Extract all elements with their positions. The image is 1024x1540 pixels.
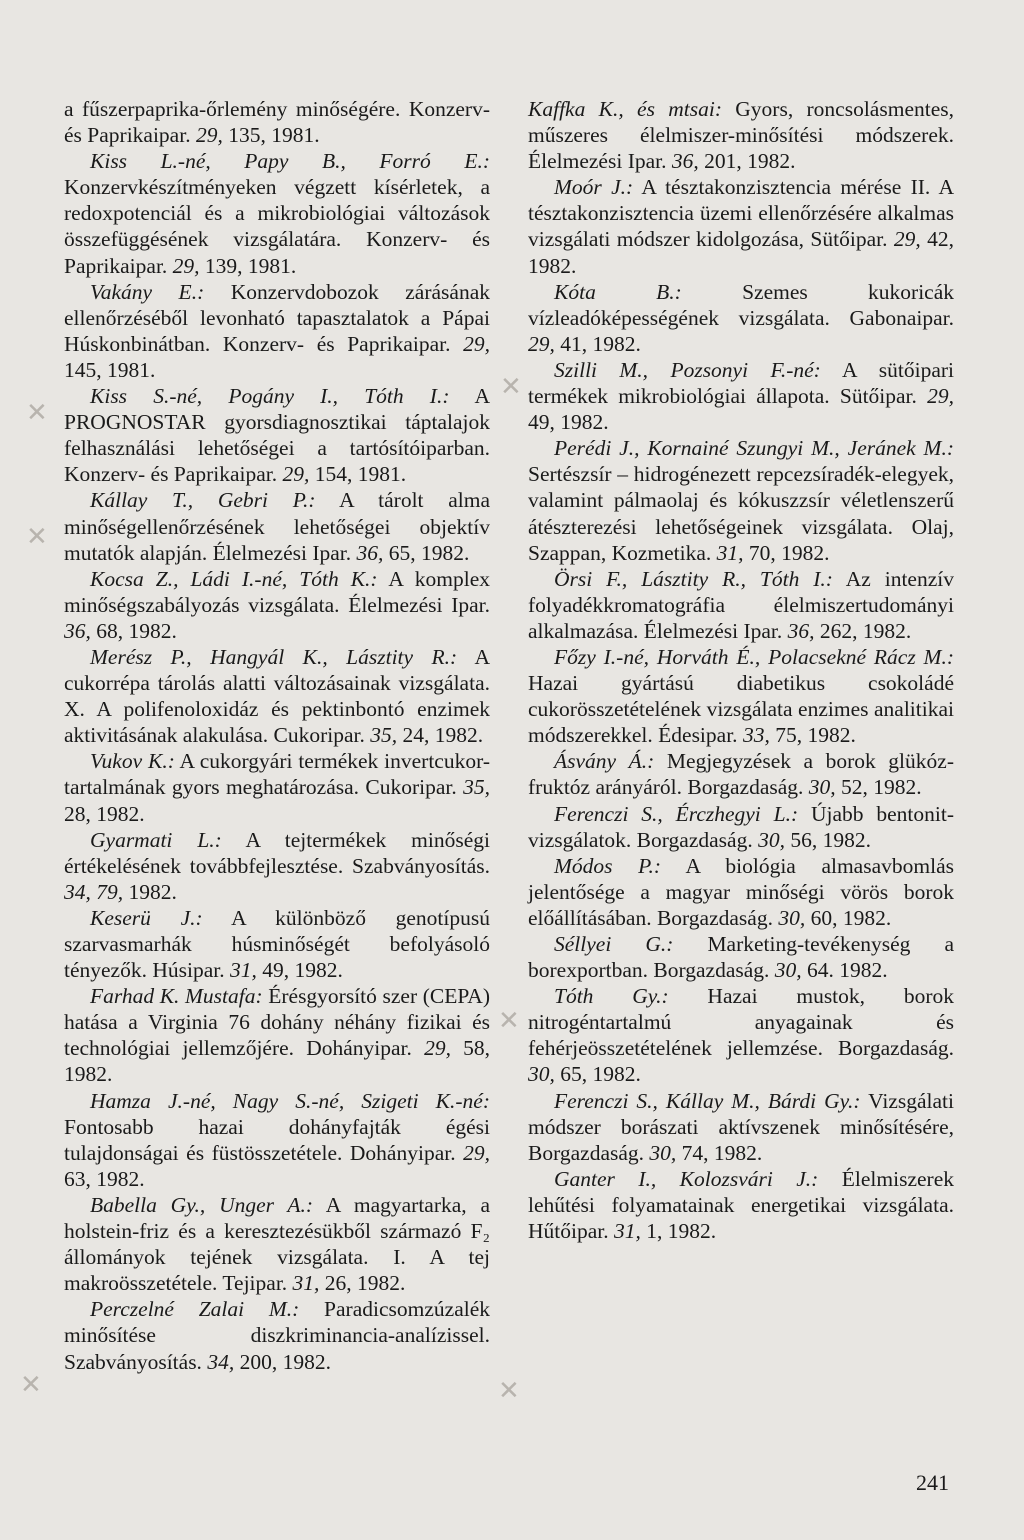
- entry-authors: Kiss L.-né, Papy B., Forró E.:: [90, 149, 490, 174]
- entry-volume: 36,: [64, 618, 91, 643]
- bibliography-entry: [64, 383, 490, 487]
- entry-pages-year: 1, 1982.: [640, 1219, 717, 1244]
- entry-pages-year: 135, 1981.: [222, 123, 320, 148]
- margin-cross-mark: ✕: [498, 1376, 520, 1406]
- bibliography-entry: [64, 148, 490, 278]
- entry-title: A sütőipari termékek mikrobiológiai állapota. Sütőipar.: [528, 357, 954, 409]
- entry-volume: 30,: [778, 905, 806, 930]
- entry-volume: 29,: [463, 331, 490, 356]
- entry-volume: 29,: [463, 1140, 490, 1165]
- entry-pages-year: 24, 1982.: [397, 723, 484, 748]
- bibliography-entry: [64, 1088, 490, 1192]
- entry-volume: 33,: [742, 723, 770, 748]
- margin-cross-mark: ✕: [498, 1006, 520, 1036]
- entry-title: Konzervkészítményeken végzett kísérletek, a redoxpotenciál és a mikrobiológiai változások összefüggésének vizsgálatára. Konzerv- és Paprikaipar.: [64, 175, 490, 278]
- entry-title: Fontosabb hazai dohányfajták égési tulajdonságai és füstösszetétele. Dohányipar.: [64, 1114, 490, 1165]
- entry-title: a fűszerpaprika-őrlemény minőségére. Konzerv- és Paprikaipar.: [64, 97, 490, 148]
- entry-pages-year: 68, 1982.: [90, 618, 177, 643]
- entry-pages-year: 63, 1982.: [64, 1166, 145, 1191]
- entry-authors: Babella Gy., Unger A.:: [90, 1192, 314, 1217]
- entry-title: Érésgyorsító szer (CEPA) hatása a Virginia 76 dohány néhány fizikai és technológiai jellemzőjére. Dohányipar.: [64, 984, 490, 1061]
- entry-title: A tejtermékek minőségi értékelésének továbbfejlesztése. Szabványosítás.: [64, 827, 490, 878]
- entry-pages-year: 49, 1982.: [528, 410, 609, 435]
- entry-volume: 29,: [172, 253, 200, 278]
- entry-authors: Gyarmati L.:: [90, 827, 222, 852]
- entry-volume: 29,: [424, 1036, 451, 1061]
- left-column: [64, 96, 490, 1375]
- bibliography-entry: [64, 1296, 490, 1374]
- entry-title: A cukorgyári termékek invertcukor-tartalmának gyors meghatározása. Cukoripar.: [64, 749, 490, 800]
- entry-authors: Ásvány Á.:: [554, 749, 655, 774]
- entry-authors: Örsi F., Lásztity R., Tóth I.:: [554, 566, 833, 591]
- entry-authors: Keserü J.:: [90, 905, 203, 930]
- entry-volume: 29,: [528, 331, 555, 356]
- bibliography-entry: [528, 644, 954, 748]
- entry-title: A PROGNOSTAR gyorsdiagnosztikai táptalajok felhasználási lehetőségei a tartósítóiparban. Konzerv- és Paprikaipar.: [64, 384, 490, 487]
- entry-volume: 30,: [774, 958, 802, 983]
- entry-title: A tárolt alma minőségellenőrzésének lehetőségei objektív mutatók alapján. Élelmezési Ipar.: [64, 488, 490, 565]
- entry-volume: 29,: [195, 123, 223, 148]
- bibliography-entry: [64, 279, 490, 383]
- right-column: [528, 96, 954, 1244]
- entry-pages-year: 70, 1982.: [743, 540, 830, 565]
- entry-title: A különböző genotípusú szarvasmarhák húsminőségét befolyásoló tényezők. Húsipar.: [64, 905, 490, 983]
- bibliography-entry: [528, 357, 954, 435]
- entry-authors: Perédi J., Kornainé Szungyi M., Jeránek M.:: [554, 436, 954, 461]
- entry-volume: 29,: [893, 227, 921, 252]
- entry-pages-year: 139, 1981.: [199, 253, 297, 278]
- entry-volume: 35,: [370, 723, 398, 748]
- entry-volume: 35,: [463, 775, 490, 800]
- entry-title: A tésztakonzisztencia mérése II. A tésztakonzisztencia üzemi ellenőrzésére alkalmas vizsgálati módszer kidolgozása, Sütőipar.: [528, 175, 954, 252]
- entry-pages-year: 154, 1981.: [309, 462, 407, 487]
- entry-volume: 36,: [356, 540, 384, 565]
- bibliography-entry: [528, 279, 954, 357]
- entry-pages-year: 58, 1982.: [64, 1036, 490, 1087]
- entry-title: Konzervdobozok zárásának ellenőrzéséből levonható tapasztalatok a Pápai Húskonbinátban. Konzerv- és Paprikaipar.: [64, 279, 490, 356]
- entry-authors: Vakány E.:: [90, 279, 205, 304]
- margin-cross-mark: ✕: [20, 1370, 42, 1400]
- bibliography-entry: [64, 566, 490, 644]
- entry-pages-year: 1982.: [123, 879, 177, 904]
- entry-volume: 31,: [230, 958, 257, 983]
- entry-title: Szemes kukoricák vízleadóképességének vizsgálata. Gabonaipar.: [528, 279, 954, 330]
- entry-authors: Ferenczi S., Kállay M., Bárdi Gy.:: [554, 1088, 861, 1113]
- entry-title: Hazai mustok, borok nitrogéntartalmú anyagainak és fehérjeösszetételének jellemzése. Borgazdaság.: [528, 984, 954, 1061]
- entry-authors: Ganter I., Kolozsvári J.:: [554, 1166, 819, 1191]
- entry-authors: Módos P.:: [554, 853, 662, 878]
- entry-title: Hazai gyártású diabetikus csokoládé cukorösszetételének vizsgálata enzimes analitikai módszerekkel. Édesipar.: [528, 671, 954, 748]
- entry-title: Újabb bentonit-vizsgálatok. Borgazdaság.: [528, 801, 954, 852]
- entry-pages-year: 65, 1982.: [554, 1062, 641, 1087]
- bibliography-entry: [528, 566, 954, 644]
- entry-authors: Főzy I.-né, Horváth É., Polacsekné Rácz M.:: [554, 644, 954, 669]
- entry-pages-year: 28, 1982.: [64, 801, 145, 826]
- bibliography-entry: [64, 96, 490, 148]
- entry-authors: Merész P., Hangyál K., Lásztity R.:: [90, 644, 458, 669]
- entry-authors: Kóta B.:: [554, 279, 682, 304]
- entry-title: Élelmiszerek lehűtési folyamatainak energetikai vizsgálata. Hűtőipar.: [528, 1166, 954, 1244]
- margin-cross-mark: ✕: [26, 398, 48, 428]
- bibliography-entry: [64, 487, 490, 565]
- entry-authors: Kiss S.-né, Pogány I., Tóth I.:: [90, 384, 450, 409]
- entry-volume: 31,: [716, 540, 744, 565]
- entry-pages-year: 49, 1982.: [256, 958, 343, 983]
- entry-authors: Kállay T., Gebri P.:: [90, 488, 316, 513]
- entry-volume: 36,: [671, 149, 699, 174]
- entry-authors: Farhad K. Mustafa:: [90, 984, 263, 1009]
- bibliography-entry: [64, 983, 490, 1087]
- margin-cross-mark: ✕: [500, 372, 522, 402]
- entry-volume: 30,: [758, 827, 785, 852]
- entry-title: Az intenzív folyadékkromatográfia élelmiszertudományi alkalmazása. Élelmezési Ipar.: [528, 566, 954, 643]
- bibliography-entry: [528, 1088, 954, 1166]
- entry-title: Sertészsír – hidrogénezett repcezsíradék-elegyek, valamint pálmaolaj és kókuszzsír véletlenszerű átészterezési lehetőségeinek vizsgálata. Olaj, Szappan, Kozmetika.: [528, 462, 954, 565]
- entry-authors: Szilli M., Pozsonyi F.-né:: [554, 357, 821, 382]
- bibliography-entry: [64, 1192, 490, 1296]
- entry-title: Marketing-tevékenység a borexportban. Borgazdaság.: [528, 932, 954, 983]
- entry-pages-year: 65, 1982.: [383, 540, 470, 565]
- entry-volume: 31,: [292, 1271, 320, 1296]
- entry-volume: 30,: [808, 775, 836, 800]
- bibliography-entry: [528, 174, 954, 278]
- entry-volume: 29,: [282, 462, 310, 487]
- entry-authors: Perczelné Zalai M.:: [90, 1297, 300, 1322]
- margin-cross-mark: ✕: [26, 522, 48, 552]
- entry-authors: Hamza J.-né, Nagy S.-né, Szigeti K.-né:: [90, 1088, 490, 1113]
- entry-volume: 30,: [528, 1062, 555, 1087]
- bibliography-entry: [528, 853, 954, 931]
- bibliography-entry: [528, 931, 954, 983]
- bibliography-entry: [528, 435, 954, 565]
- entry-title: A biológia almasavbomlás jelentősége a magyar minőségi vörös borok előállításában. Borgazdaság.: [528, 853, 954, 930]
- entry-title: A magyartarka, a holstein-friz és a keresztezésükből származó F₂ állományok tejének vizsgálata. I. A tej makroösszetétele. Tejipar.: [64, 1192, 490, 1296]
- entry-pages-year: 201, 1982.: [698, 149, 796, 174]
- bibliography-entry: [528, 748, 954, 800]
- bibliography-entry: [64, 827, 490, 905]
- entry-pages-year: 52, 1982.: [835, 775, 922, 800]
- entry-authors: Vukov K.:: [90, 749, 175, 774]
- entry-volume: 30,: [649, 1140, 677, 1165]
- entry-pages-year: 42, 1982.: [528, 227, 955, 278]
- entry-pages-year: 145, 1981.: [64, 357, 156, 382]
- bibliography-entry: [64, 905, 490, 983]
- page-number: 241: [916, 1470, 949, 1495]
- entry-pages-year: 56, 1982.: [784, 827, 871, 852]
- entry-authors: Moór J.:: [554, 175, 634, 200]
- entry-pages-year: 200, 1982.: [234, 1349, 331, 1374]
- bibliography-entry: [528, 983, 954, 1087]
- entry-pages-year: 75, 1982.: [769, 723, 856, 748]
- entry-pages-year: 74, 1982.: [676, 1140, 763, 1165]
- entry-pages-year: 64. 1982.: [801, 958, 888, 983]
- entry-title: Vizsgálati módszer borászati aktívszenek minősítésére, Borgazdaság.: [528, 1088, 954, 1165]
- entry-authors: Séllyei G.:: [554, 932, 674, 956]
- entry-volume: 31,: [614, 1219, 641, 1244]
- entry-pages-year: 262, 1982.: [814, 618, 912, 643]
- bibliography-entry: [528, 801, 954, 853]
- entry-title: Gyors, roncsolásmentes, műszeres élelmiszer-minősítési módszerek. Élelmezési Ipar.: [528, 97, 954, 174]
- entry-volume: 29,: [927, 384, 954, 409]
- entry-pages-year: 41, 1982.: [554, 331, 641, 356]
- entry-title: A cukorrépa tárolás alatti változásainak vizsgálata. X. A polifenoloxidáz és pektinbontó enzimek aktivitásának alakulása. Cukoripar.: [64, 644, 490, 748]
- entry-title: A komplex minőségszabályozás vizsgálata. Élelmezési Ipar.: [64, 566, 490, 617]
- bibliography-entry: [528, 96, 954, 174]
- entry-volume: 34,: [207, 1349, 235, 1374]
- entry-authors: Tóth Gy.:: [554, 984, 669, 1009]
- entry-authors: Kocsa Z., Ládi I.-né, Tóth K.:: [90, 566, 378, 591]
- entry-volume: 34, 79,: [64, 879, 124, 904]
- entry-authors: Ferenczi S., Érczhegyi L.:: [554, 801, 799, 826]
- entry-title: Paradicsomzúzalék minősítése diszkriminancia-analízissel. Szabványosítás.: [64, 1297, 491, 1374]
- entry-authors: Kaffka K., és mtsai:: [528, 97, 722, 121]
- bibliography-entry: [64, 748, 490, 826]
- entry-title: Megjegyzések a borok glükóz-fruktóz arányáról. Borgazdaság.: [528, 749, 954, 800]
- entry-pages-year: 26, 1982.: [319, 1271, 406, 1296]
- bibliography-entry: [528, 1166, 954, 1244]
- entry-pages-year: 60, 1982.: [805, 905, 892, 930]
- bibliography-entry: [64, 644, 490, 748]
- entry-volume: 36,: [787, 618, 815, 643]
